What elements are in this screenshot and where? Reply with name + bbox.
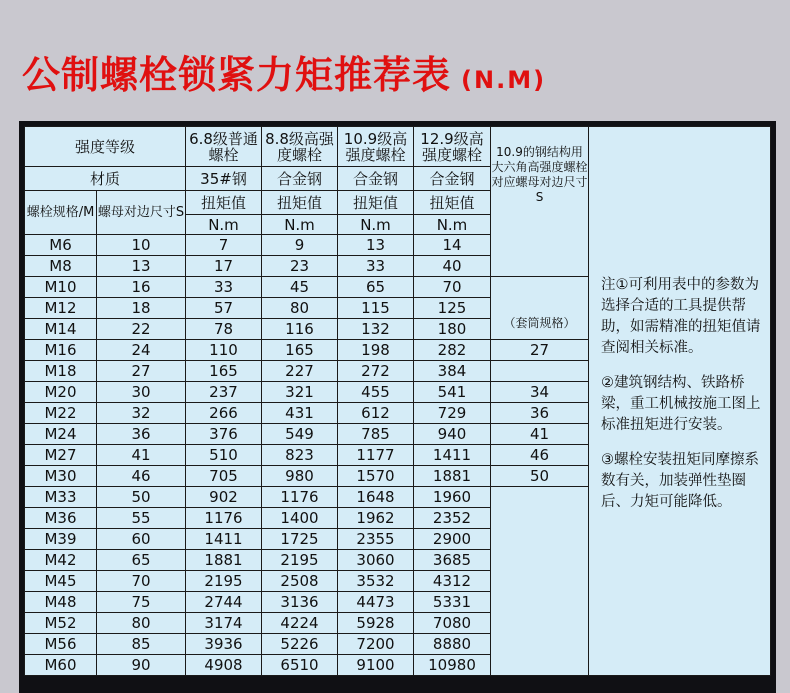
bolt-spec-cell: M52 [25, 613, 97, 634]
torque-6-8-cell: 2744 [186, 592, 262, 613]
torque-10-9-cell: 198 [338, 340, 414, 361]
torque-8-8-cell: 45 [262, 277, 338, 298]
torque-8-8-cell: 549 [262, 424, 338, 445]
structural-nut-size-cell: 50 [491, 466, 589, 487]
torque-8-8-cell: 1725 [262, 529, 338, 550]
torque-8-8-cell: 321 [262, 382, 338, 403]
torque-8-8-cell: 80 [262, 298, 338, 319]
nut-size-cell: 16 [97, 277, 186, 298]
bolt-spec-cell: M12 [25, 298, 97, 319]
torque-10-9-cell: 132 [338, 319, 414, 340]
bolt-spec-cell: M8 [25, 256, 97, 277]
bolt-spec-cell: M48 [25, 592, 97, 613]
nut-size-cell: 80 [97, 613, 186, 634]
structural-nut-note: 10.9的钢结构用大六角高强度螺栓对应螺母对边尺寸S [491, 127, 589, 277]
torque-8-8-cell: 165 [262, 340, 338, 361]
bolt-spec-cell: M36 [25, 508, 97, 529]
torque-10-9-cell: 65 [338, 277, 414, 298]
torque-10-9-cell: 115 [338, 298, 414, 319]
torque-10-9-cell: 4473 [338, 592, 414, 613]
torque-6-8-cell: 705 [186, 466, 262, 487]
bolt-spec-cell: M30 [25, 466, 97, 487]
torque-unit: N.m [414, 215, 491, 235]
torque-8-8-cell: 4224 [262, 613, 338, 634]
page-title [22, 44, 546, 99]
bolt-spec-cell: M27 [25, 445, 97, 466]
torque-12-9-cell: 7080 [414, 613, 491, 634]
torque-12-9-cell: 1881 [414, 466, 491, 487]
nut-size-cell: 55 [97, 508, 186, 529]
torque-12-9-cell: 282 [414, 340, 491, 361]
title-unit: (N.M) [461, 66, 547, 94]
note-3: ③螺栓安装扭矩同摩擦系数有关，加装弹性垫圈后、力矩可能降低。 [601, 452, 759, 510]
title-text: 公制螺栓锁紧力矩推荐表 [22, 53, 452, 97]
nut-size-cell: 18 [97, 298, 186, 319]
bolt-spec-cell: M16 [25, 340, 97, 361]
structural-nut-size-cell [491, 361, 589, 382]
torque-10-9-cell: 13 [338, 235, 414, 256]
bolt-spec-cell: M56 [25, 634, 97, 655]
torque-12-9-cell: 125 [414, 298, 491, 319]
notes-column [589, 127, 771, 676]
torque-10-9-cell: 612 [338, 403, 414, 424]
nut-size-cell: 70 [97, 571, 186, 592]
torque-6-8-cell: 1881 [186, 550, 262, 571]
grade-8-8: 8.8级高强度螺栓 [262, 127, 338, 167]
torque-6-8-cell: 3174 [186, 613, 262, 634]
nut-size-cell: 85 [97, 634, 186, 655]
torque-10-9-cell: 1648 [338, 487, 414, 508]
torque-8-8-cell: 2195 [262, 550, 338, 571]
torque-12-9-cell: 4312 [414, 571, 491, 592]
bolt-spec-cell: M39 [25, 529, 97, 550]
torque-10-9-cell: 785 [338, 424, 414, 445]
torque-6-8-cell: 4908 [186, 655, 262, 676]
torque-12-9-cell: 2352 [414, 508, 491, 529]
torque-6-8-cell: 7 [186, 235, 262, 256]
torque-10-9-cell: 33 [338, 256, 414, 277]
torque-12-9-cell: 5331 [414, 592, 491, 613]
torque-8-8-cell: 116 [262, 319, 338, 340]
torque-6-8-cell: 3936 [186, 634, 262, 655]
torque-12-9-cell: 729 [414, 403, 491, 424]
material-10-9: 合金钢 [338, 167, 414, 191]
torque-8-8-cell: 1176 [262, 487, 338, 508]
bolt-spec-cell: M20 [25, 382, 97, 403]
torque-10-9-cell: 1962 [338, 508, 414, 529]
nut-size-cell: 60 [97, 529, 186, 550]
structural-nut-size-cell: 46 [491, 445, 589, 466]
note-2: ②建筑钢结构、铁路桥梁，重工机械按施工图上标准扭矩进行安装。 [601, 375, 761, 433]
grade-12-9: 12.9级高强度螺栓 [414, 127, 491, 167]
torque-8-8-cell: 6510 [262, 655, 338, 676]
torque-6-8-cell: 165 [186, 361, 262, 382]
torque-6-8-cell: 510 [186, 445, 262, 466]
torque-12-9-cell: 70 [414, 277, 491, 298]
torque-12-9-cell: 541 [414, 382, 491, 403]
nut-size-cell: 41 [97, 445, 186, 466]
material-8-8: 合金钢 [262, 167, 338, 191]
torque-12-9-cell: 940 [414, 424, 491, 445]
structural-nut-size-cell: 41 [491, 424, 589, 445]
torque-12-9-cell: 3685 [414, 550, 491, 571]
socket-spec-label: （套筒规格） [491, 277, 589, 340]
nut-size-cell: 90 [97, 655, 186, 676]
grade-6-8: 6.8级普通螺栓 [186, 127, 262, 167]
torque-12-9-cell: 2900 [414, 529, 491, 550]
torque-8-8-cell: 2508 [262, 571, 338, 592]
structural-nut-size-cell: 36 [491, 403, 589, 424]
torque-12-9-cell: 1411 [414, 445, 491, 466]
torque-10-9-cell: 2355 [338, 529, 414, 550]
torque-12-9-cell: 14 [414, 235, 491, 256]
torque-6-8-cell: 2195 [186, 571, 262, 592]
material-6-8: 35#钢 [186, 167, 262, 191]
note-1: 注①可利用表中的参数为选择合适的工具提供帮助，如需精准的扭矩值请查阅相关标准。 [601, 277, 761, 356]
material-12-9: 合金钢 [414, 167, 491, 191]
bolt-spec-cell: M14 [25, 319, 97, 340]
grade-label: 强度等级 [25, 127, 186, 167]
torque-12-9-cell: 40 [414, 256, 491, 277]
nut-size-cell: 46 [97, 466, 186, 487]
torque-6-8-cell: 1411 [186, 529, 262, 550]
torque-6-8-cell: 1176 [186, 508, 262, 529]
nut-size-cell: 22 [97, 319, 186, 340]
torque-6-8-cell: 110 [186, 340, 262, 361]
torque-12-9-cell: 1960 [414, 487, 491, 508]
torque-label: 扭矩值 [262, 191, 338, 215]
torque-8-8-cell: 980 [262, 466, 338, 487]
nut-size-cell: 13 [97, 256, 186, 277]
torque-6-8-cell: 902 [186, 487, 262, 508]
torque-10-9-cell: 3532 [338, 571, 414, 592]
nut-size-cell: 10 [97, 235, 186, 256]
torque-12-9-cell: 180 [414, 319, 491, 340]
torque-unit: N.m [186, 215, 262, 235]
torque-6-8-cell: 17 [186, 256, 262, 277]
nut-size-cell: 24 [97, 340, 186, 361]
bolt-spec-cell: M60 [25, 655, 97, 676]
nut-size-cell: 36 [97, 424, 186, 445]
bolt-spec-cell: M18 [25, 361, 97, 382]
torque-10-9-cell: 7200 [338, 634, 414, 655]
torque-10-9-cell: 9100 [338, 655, 414, 676]
torque-label: 扭矩值 [414, 191, 491, 215]
torque-10-9-cell: 272 [338, 361, 414, 382]
table-frame [19, 121, 776, 693]
grade-10-9: 10.9级高强度螺栓 [338, 127, 414, 167]
torque-10-9-cell: 1177 [338, 445, 414, 466]
structural-empty-cell [491, 487, 589, 676]
material-label: 材质 [25, 167, 186, 191]
nut-size-cell: 27 [97, 361, 186, 382]
bolt-spec-cell: M22 [25, 403, 97, 424]
torque-8-8-cell: 5226 [262, 634, 338, 655]
torque-unit: N.m [338, 215, 414, 235]
bolt-spec-label: 螺栓规格/M [25, 191, 97, 235]
torque-6-8-cell: 33 [186, 277, 262, 298]
nut-size-cell: 75 [97, 592, 186, 613]
torque-8-8-cell: 227 [262, 361, 338, 382]
torque-10-9-cell: 455 [338, 382, 414, 403]
torque-10-9-cell: 5928 [338, 613, 414, 634]
torque-8-8-cell: 3136 [262, 592, 338, 613]
nut-size-label: 螺母对边尺寸S [97, 191, 186, 235]
bolt-spec-cell: M45 [25, 571, 97, 592]
nut-size-cell: 65 [97, 550, 186, 571]
nut-size-cell: 30 [97, 382, 186, 403]
bolt-spec-cell: M10 [25, 277, 97, 298]
torque-6-8-cell: 237 [186, 382, 262, 403]
torque-label: 扭矩值 [186, 191, 262, 215]
nut-size-cell: 32 [97, 403, 186, 424]
nut-size-cell: 50 [97, 487, 186, 508]
torque-label: 扭矩值 [338, 191, 414, 215]
bolt-spec-cell: M42 [25, 550, 97, 571]
torque-6-8-cell: 376 [186, 424, 262, 445]
torque-12-9-cell: 8880 [414, 634, 491, 655]
bolt-spec-cell: M24 [25, 424, 97, 445]
torque-8-8-cell: 431 [262, 403, 338, 424]
bolt-spec-cell: M6 [25, 235, 97, 256]
torque-8-8-cell: 23 [262, 256, 338, 277]
torque-table [24, 126, 771, 676]
torque-8-8-cell: 1400 [262, 508, 338, 529]
torque-12-9-cell: 10980 [414, 655, 491, 676]
structural-nut-size-cell: 34 [491, 382, 589, 403]
torque-10-9-cell: 1570 [338, 466, 414, 487]
torque-10-9-cell: 3060 [338, 550, 414, 571]
bolt-spec-cell: M33 [25, 487, 97, 508]
torque-12-9-cell: 384 [414, 361, 491, 382]
torque-6-8-cell: 57 [186, 298, 262, 319]
structural-nut-size-cell: 27 [491, 340, 589, 361]
torque-unit: N.m [262, 215, 338, 235]
torque-6-8-cell: 266 [186, 403, 262, 424]
torque-8-8-cell: 823 [262, 445, 338, 466]
torque-8-8-cell: 9 [262, 235, 338, 256]
torque-6-8-cell: 78 [186, 319, 262, 340]
